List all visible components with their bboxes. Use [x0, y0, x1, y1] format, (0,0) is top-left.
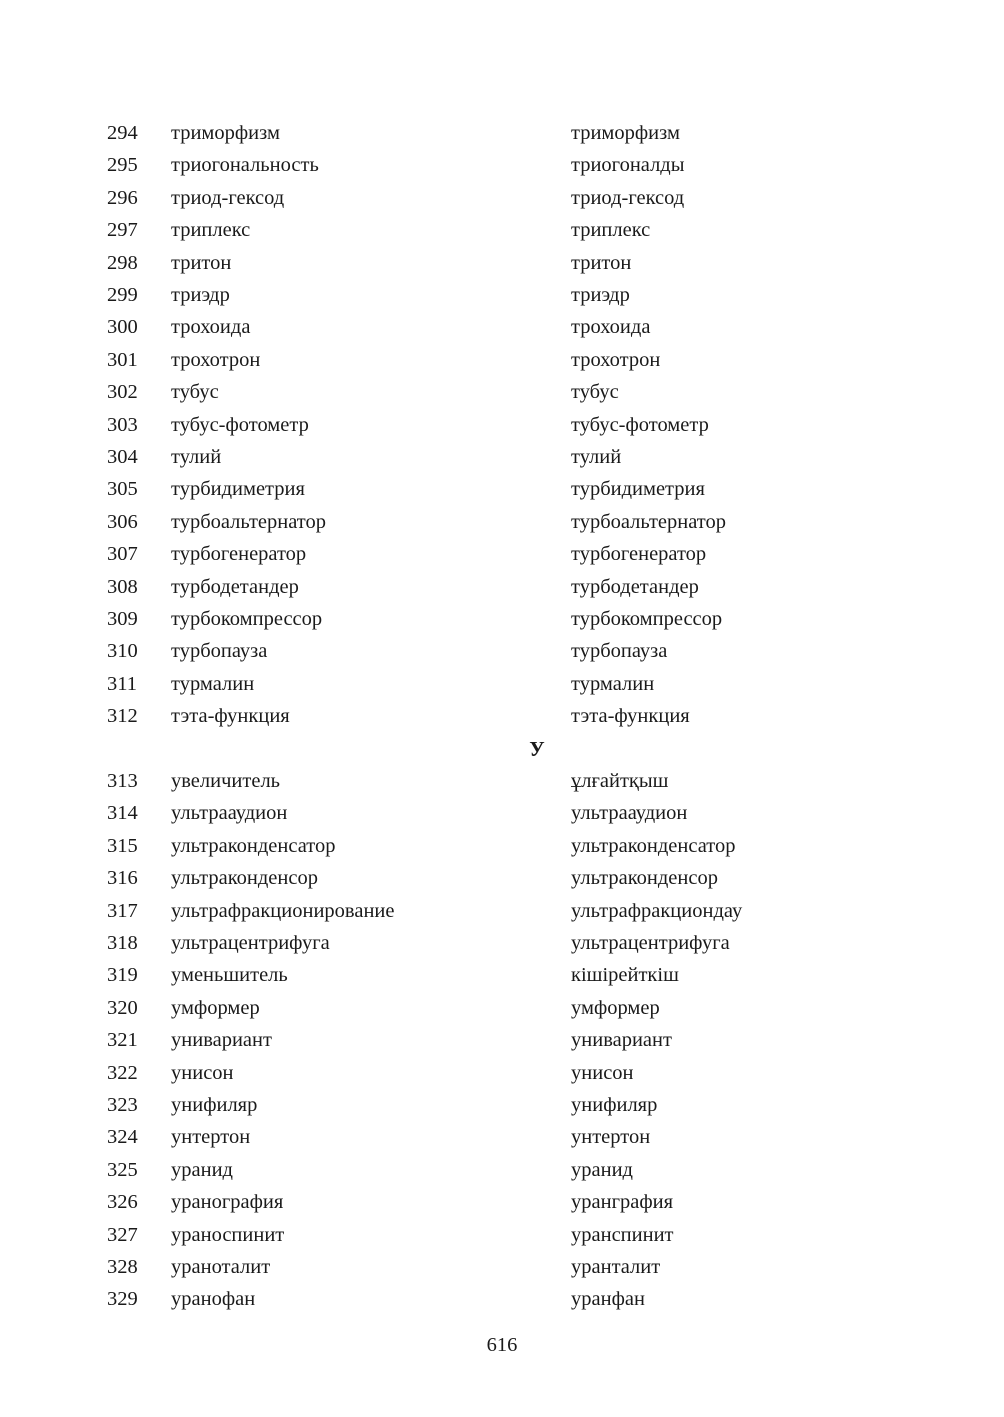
- glossary-entry-row: [0, 473, 1004, 505]
- entry-number: 309: [107, 608, 138, 630]
- entry-term-russian: турбидиметрия: [171, 478, 305, 501]
- entry-term-kazakh: умформер: [571, 996, 660, 1019]
- glossary-entry-row: [0, 1057, 1004, 1089]
- entry-term-russian: тритон: [171, 251, 232, 274]
- entry-term-kazakh: ұлғайтқыш: [571, 770, 669, 792]
- entry-term-russian: трохоида: [171, 316, 251, 339]
- entry-term-russian: уранид: [171, 1158, 233, 1181]
- glossary-entry-row: [0, 247, 1004, 279]
- entry-number: 311: [107, 672, 137, 695]
- entry-term-russian: тубус-фотометр: [171, 413, 309, 436]
- entry-term-kazakh: турбогенератор: [571, 543, 707, 566]
- entry-number: 312: [107, 705, 138, 728]
- entry-term-russian: увеличитель: [171, 770, 281, 792]
- entry-term-russian: турбокомпрессор: [171, 608, 323, 630]
- entry-number: 318: [107, 932, 138, 954]
- glossary-entry-row: [0, 117, 1004, 149]
- entry-term-russian: ультрацентрифуга: [171, 932, 330, 954]
- glossary-entry-row: [0, 1186, 1004, 1218]
- entry-term-russian: тэта-функция: [171, 705, 290, 728]
- entry-term-kazakh: ультрафракциондау: [571, 899, 743, 922]
- entry-term-kazakh: уранид: [571, 1158, 633, 1181]
- entry-number: 326: [107, 1191, 138, 1214]
- entry-number: 300: [107, 316, 138, 339]
- entry-number: 319: [107, 964, 138, 987]
- entry-term-russian: умформер: [171, 996, 260, 1019]
- entry-number: 321: [107, 1029, 138, 1052]
- entry-number: 306: [107, 510, 138, 533]
- page-number: 616: [486, 1334, 518, 1356]
- glossary-entry-row: [0, 992, 1004, 1024]
- entry-term-kazakh: тулий: [571, 446, 622, 468]
- section-letter-heading: У: [529, 736, 545, 761]
- glossary-entry-row: [0, 895, 1004, 927]
- entry-number: 294: [107, 122, 138, 144]
- entry-term-kazakh: турбопауза: [571, 640, 668, 663]
- glossary-entry-row: [0, 862, 1004, 894]
- entry-term-russian: унтертон: [171, 1126, 251, 1149]
- entry-number: 320: [107, 996, 138, 1019]
- entry-term-russian: турбогенератор: [171, 543, 307, 566]
- entry-number: 297: [107, 219, 138, 242]
- entry-term-kazakh: триплекс: [571, 219, 651, 242]
- entry-number: 310: [107, 640, 138, 663]
- entry-term-kazakh: кішірейткіш: [571, 964, 679, 987]
- entry-number: 302: [107, 381, 138, 404]
- entry-term-russian: уранография: [171, 1191, 284, 1214]
- glossary-entry-row: [0, 700, 1004, 732]
- glossary-entry-row: [0, 376, 1004, 408]
- entry-number: 305: [107, 478, 138, 501]
- entry-term-russian: триморфизм: [171, 122, 280, 144]
- entry-number: 313: [107, 770, 138, 792]
- entry-term-kazakh: турбодетандер: [571, 575, 699, 598]
- entry-term-russian: тубус: [171, 381, 219, 404]
- entry-term-kazakh: трохотрон: [571, 348, 661, 371]
- entry-term-russian: турбодетандер: [171, 575, 299, 598]
- entry-term-russian: тулий: [171, 446, 222, 468]
- entry-term-kazakh: тэта-функция: [571, 705, 690, 728]
- entry-number: 324: [107, 1126, 138, 1149]
- entry-number: 304: [107, 446, 138, 468]
- entry-term-russian: ураноспинит: [171, 1223, 285, 1246]
- glossary-entry-row: [0, 149, 1004, 181]
- glossary-entry-row: [0, 571, 1004, 603]
- entry-term-kazakh: унтертон: [571, 1126, 651, 1149]
- entry-number: 301: [107, 348, 138, 371]
- entry-term-kazakh: турбоальтернатор: [571, 510, 726, 533]
- entry-term-kazakh: тубус: [571, 381, 619, 404]
- entry-number: 327: [107, 1223, 138, 1246]
- entry-term-kazakh: уранталит: [571, 1256, 661, 1278]
- glossary-entry-row: [0, 830, 1004, 862]
- entry-number: 303: [107, 413, 138, 436]
- entry-term-russian: триод-гексод: [171, 186, 285, 209]
- entry-number: 307: [107, 543, 138, 566]
- entry-number: 308: [107, 575, 138, 598]
- entry-number: 298: [107, 251, 138, 274]
- glossary-entry-row: [0, 603, 1004, 635]
- entry-term-russian: трохотрон: [171, 348, 261, 371]
- glossary-entry-row: [0, 506, 1004, 538]
- entry-number: 295: [107, 154, 138, 177]
- entry-term-kazakh: тритон: [571, 251, 632, 274]
- entry-number: 328: [107, 1256, 138, 1278]
- entry-term-kazakh: тубус-фотометр: [571, 413, 709, 436]
- entry-term-kazakh: триморфизм: [571, 122, 680, 144]
- glossary-entry-row: [0, 344, 1004, 376]
- glossary-entry-row: [0, 668, 1004, 700]
- entry-term-kazakh: унисон: [571, 1061, 634, 1084]
- entry-term-kazakh: ультраконденсатор: [571, 834, 736, 857]
- glossary-entry-row: [0, 182, 1004, 214]
- entry-number: 322: [107, 1061, 138, 1084]
- glossary-entry-row: [0, 214, 1004, 246]
- entry-term-kazakh: уранграфия: [571, 1191, 674, 1214]
- entry-term-russian: триплекс: [171, 219, 251, 242]
- entry-term-kazakh: ультрацентрифуга: [571, 932, 730, 954]
- entry-term-russian: ультраконденсатор: [171, 834, 336, 857]
- glossary-entry-row: [0, 959, 1004, 991]
- entry-number: 323: [107, 1094, 138, 1116]
- entry-number: 314: [107, 802, 138, 825]
- entry-term-kazakh: турмалин: [571, 672, 655, 695]
- entry-term-russian: турбопауза: [171, 640, 268, 663]
- glossary-entry-row: [0, 1219, 1004, 1251]
- entry-term-russian: турмалин: [171, 672, 255, 695]
- entry-number: 296: [107, 186, 138, 209]
- entry-term-russian: ультрааудион: [171, 802, 288, 825]
- glossary-entry-row: [0, 1089, 1004, 1121]
- entry-term-russian: турбоальтернатор: [171, 510, 326, 533]
- glossary-entry-row: [0, 797, 1004, 829]
- entry-term-kazakh: трохоида: [571, 316, 651, 339]
- entry-term-kazakh: унивариант: [571, 1029, 672, 1052]
- entry-term-russian: ураноталит: [171, 1256, 271, 1278]
- entry-number: 299: [107, 284, 138, 306]
- entry-term-kazakh: ультрааудион: [571, 802, 688, 825]
- entry-term-kazakh: турбидиметрия: [571, 478, 705, 501]
- glossary-entry-row: [0, 1024, 1004, 1056]
- entry-term-russian: триогональность: [171, 154, 319, 177]
- entry-number: 315: [107, 834, 138, 857]
- entry-term-kazakh: уранфан: [571, 1288, 645, 1311]
- entry-term-russian: унивариант: [171, 1029, 272, 1052]
- entry-term-russian: уранофан: [171, 1288, 256, 1311]
- entry-term-kazakh: триогоналды: [571, 154, 685, 177]
- glossary-entry-row: [0, 1283, 1004, 1315]
- entry-number: 329: [107, 1288, 138, 1311]
- glossary-entry-row: [0, 1154, 1004, 1186]
- glossary-entry-row: [0, 1251, 1004, 1283]
- glossary-entry-row: [0, 927, 1004, 959]
- entry-term-kazakh: триод-гексод: [571, 186, 685, 209]
- glossary-entry-row: [0, 765, 1004, 797]
- entry-term-russian: ультраконденсор: [171, 867, 318, 890]
- entry-term-kazakh: турбокомпрессор: [571, 608, 723, 630]
- glossary-entry-row: [0, 409, 1004, 441]
- glossary-entry-row: [0, 1121, 1004, 1153]
- entry-term-kazakh: уранспинит: [571, 1223, 674, 1246]
- entry-term-russian: унифиляр: [171, 1094, 258, 1116]
- glossary-entry-row: [0, 635, 1004, 667]
- glossary-entry-row: [0, 538, 1004, 570]
- entry-number: 325: [107, 1158, 138, 1181]
- entry-number: 317: [107, 899, 138, 922]
- glossary-entry-row: [0, 441, 1004, 473]
- entry-term-kazakh: триэдр: [571, 284, 630, 306]
- entry-term-kazakh: унифиляр: [571, 1094, 658, 1116]
- entry-term-russian: уменьшитель: [171, 964, 288, 987]
- entry-term-russian: унисон: [171, 1061, 234, 1084]
- entry-number: 316: [107, 867, 138, 890]
- entry-term-kazakh: ультраконденсор: [571, 867, 718, 890]
- glossary-entry-row: [0, 279, 1004, 311]
- entry-term-russian: ультрафракционирование: [171, 899, 395, 922]
- glossary-entry-row: [0, 311, 1004, 343]
- entry-term-russian: триэдр: [171, 284, 230, 306]
